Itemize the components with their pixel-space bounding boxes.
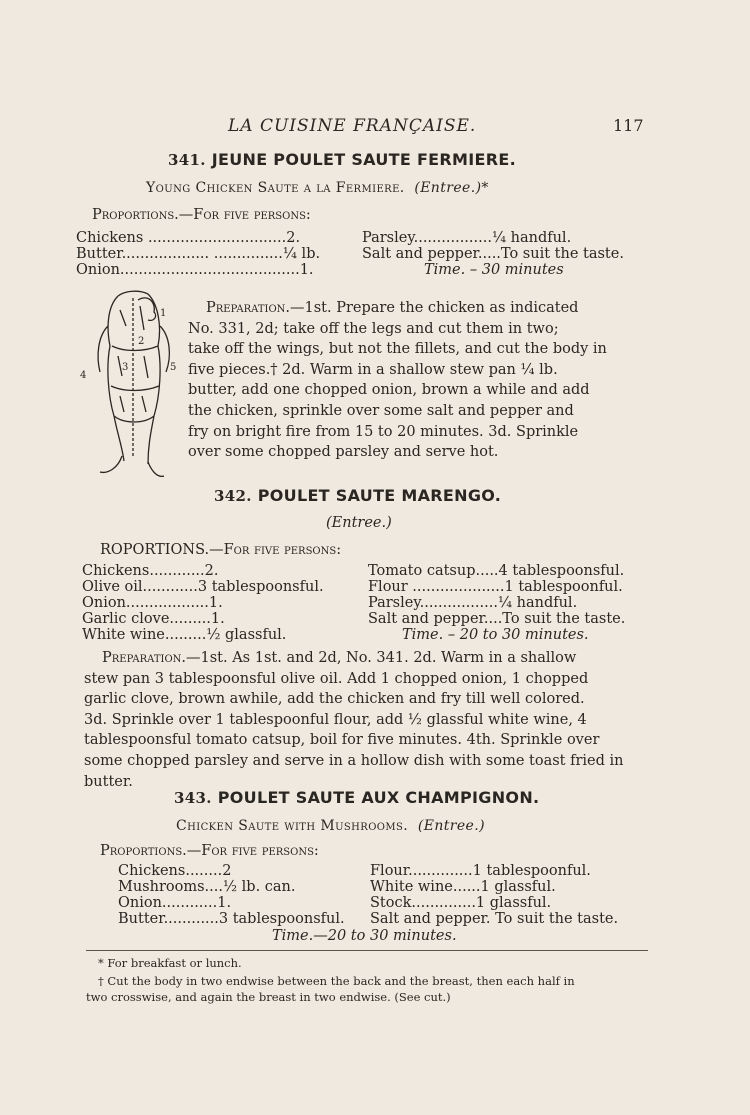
prep-line: —1st. As 1st. and 2d, No. 341. 2d. Warm in a shallow bbox=[186, 650, 577, 666]
prep-line: butter. bbox=[84, 773, 133, 790]
footnote: † Cut the body in two endwise between the back and the breast, then each half in bbox=[98, 974, 575, 988]
subtitle-text: Young Chicken Saute a la Fermiere. bbox=[146, 180, 405, 196]
recipe-341-heading bbox=[168, 150, 516, 169]
svg-text:3: 3 bbox=[122, 362, 129, 373]
recipe-342-preparation bbox=[84, 648, 646, 792]
recipe-title: POULET SAUTE MARENGO. bbox=[257, 486, 502, 505]
ingredient: Garlic clove.........1. bbox=[82, 611, 225, 627]
footnote-divider bbox=[86, 950, 648, 951]
recipe-342-entree: (Entree.) bbox=[326, 515, 392, 531]
prep-label: Preparation. bbox=[102, 650, 186, 666]
recipe-342-heading bbox=[214, 486, 501, 505]
prep-line: stew pan 3 tablespoonsful olive oil. Add 1 chopped onion, 1 chopped bbox=[84, 670, 589, 687]
prep-line: garlic clove, brown awhile, add the chicken and fry till well colored. bbox=[84, 691, 585, 708]
ingredient: Salt and pepper.....To suit the taste. bbox=[362, 246, 624, 262]
recipe-343-subtitle bbox=[176, 818, 485, 834]
prep-line: five pieces.† 2d. Warm in a shallow stew pan ¼ lb. bbox=[188, 361, 558, 378]
recipe-number: 341. bbox=[168, 151, 206, 169]
page-number: 117 bbox=[613, 116, 644, 135]
prep-label: Preparation. bbox=[206, 300, 290, 316]
ingredient: Stock..............1 glassful. bbox=[370, 895, 552, 911]
ingredient: Salt and pepper. To suit the taste. bbox=[370, 911, 619, 927]
entree-label: (Entree.)* bbox=[414, 180, 489, 196]
running-title: LA CUISINE FRANÇAISE. bbox=[228, 116, 477, 136]
recipe-342-proportions: ROPORTIONS.—For five persons: bbox=[100, 542, 342, 558]
ingredient: White wine......1 glassful. bbox=[370, 879, 556, 895]
prep-line: over some chopped parsley and serve hot. bbox=[188, 444, 499, 461]
svg-text:2: 2 bbox=[138, 336, 145, 347]
svg-text:4: 4 bbox=[80, 370, 87, 381]
footnote: * For breakfast or lunch. bbox=[98, 956, 242, 970]
chicken-cut-illustration bbox=[78, 286, 186, 486]
recipe-341-proportions: Proportions.—For five persons: bbox=[92, 207, 311, 223]
svg-text:5: 5 bbox=[170, 362, 177, 373]
entree-label: (Entree.) bbox=[417, 818, 485, 834]
prep-line: fry on bright fire from 15 to 20 minutes. 3d. Sprinkle bbox=[188, 423, 579, 440]
subtitle-text: Chicken Saute with Mushrooms. bbox=[176, 818, 409, 834]
ingredient: Parsley.................¼ handful. bbox=[368, 595, 578, 611]
recipe-343-heading bbox=[174, 788, 539, 807]
svg-text:1: 1 bbox=[160, 308, 167, 319]
recipe-number: 343. bbox=[174, 789, 212, 807]
recipe-title: POULET SAUTE AUX CHAMPIGNON. bbox=[217, 788, 540, 807]
ingredient: Tomato catsup.....4 tablespoonsful. bbox=[368, 563, 625, 579]
prep-line: take off the wings, but not the fillets, and cut the body in bbox=[188, 341, 607, 358]
prep-line: —1st. Prepare the chicken as indicated bbox=[290, 300, 579, 316]
ingredient: Chickens............2. bbox=[82, 563, 219, 579]
prep-line: butter, add one chopped onion, brown a while and add bbox=[188, 382, 590, 399]
ingredient: Salt and pepper....To suit the taste. bbox=[368, 611, 626, 627]
cooking-time: Time. – 20 to 30 minutes. bbox=[402, 627, 589, 643]
ingredient: Onion............1. bbox=[118, 895, 232, 911]
ingredient: Olive oil............3 tablespoonsful. bbox=[82, 579, 324, 595]
recipe-341-preparation bbox=[188, 298, 644, 463]
footnote: two crosswise, and again the breast in two endwise. (See cut.) bbox=[86, 990, 451, 1004]
ingredient: Chickens ..............................2. bbox=[76, 230, 301, 246]
recipe-343-proportions: Proportions.—For five persons: bbox=[100, 843, 319, 859]
ingredient: White wine.........½ glassful. bbox=[82, 627, 287, 643]
ingredient: Flour..............1 tablespoonful. bbox=[370, 863, 591, 879]
ingredient: Butter............3 tablespoonsful. bbox=[118, 911, 345, 927]
recipe-title: JEUNE POULET SAUTE FERMIERE. bbox=[211, 150, 516, 169]
prep-line: tablespoonsful tomato catsup, boil for five minutes. 4th. Sprinkle over bbox=[84, 732, 600, 749]
recipe-341-subtitle bbox=[146, 180, 489, 196]
prep-line: some chopped parsley and serve in a hollow dish with some toast fried in bbox=[84, 752, 624, 769]
ingredient: Chickens........2 bbox=[118, 863, 232, 879]
ingredient: Flour ....................1 tablespoonful. bbox=[368, 579, 623, 595]
prep-line: 3d. Sprinkle over 1 tablespoonful flour, add ½ glassful white wine, 4 bbox=[84, 711, 587, 728]
recipe-number: 342. bbox=[214, 487, 252, 505]
ingredient: Onion.......................................1. bbox=[76, 262, 314, 278]
ingredient: Onion..................1. bbox=[82, 595, 223, 611]
prep-line: No. 331, 2d; take off the legs and cut them in two; bbox=[188, 320, 559, 337]
cooking-time: Time. – 30 minutes bbox=[424, 262, 564, 278]
cooking-time: Time.—20 to 30 minutes. bbox=[272, 928, 457, 944]
ingredient: Mushrooms....½ lb. can. bbox=[118, 879, 296, 895]
ingredient: Butter................... ...............¼ lb. bbox=[76, 246, 321, 262]
prep-line: the chicken, sprinkle over some salt and pepper and bbox=[188, 402, 574, 419]
ingredient: Parsley.................¼ handful. bbox=[362, 230, 572, 246]
